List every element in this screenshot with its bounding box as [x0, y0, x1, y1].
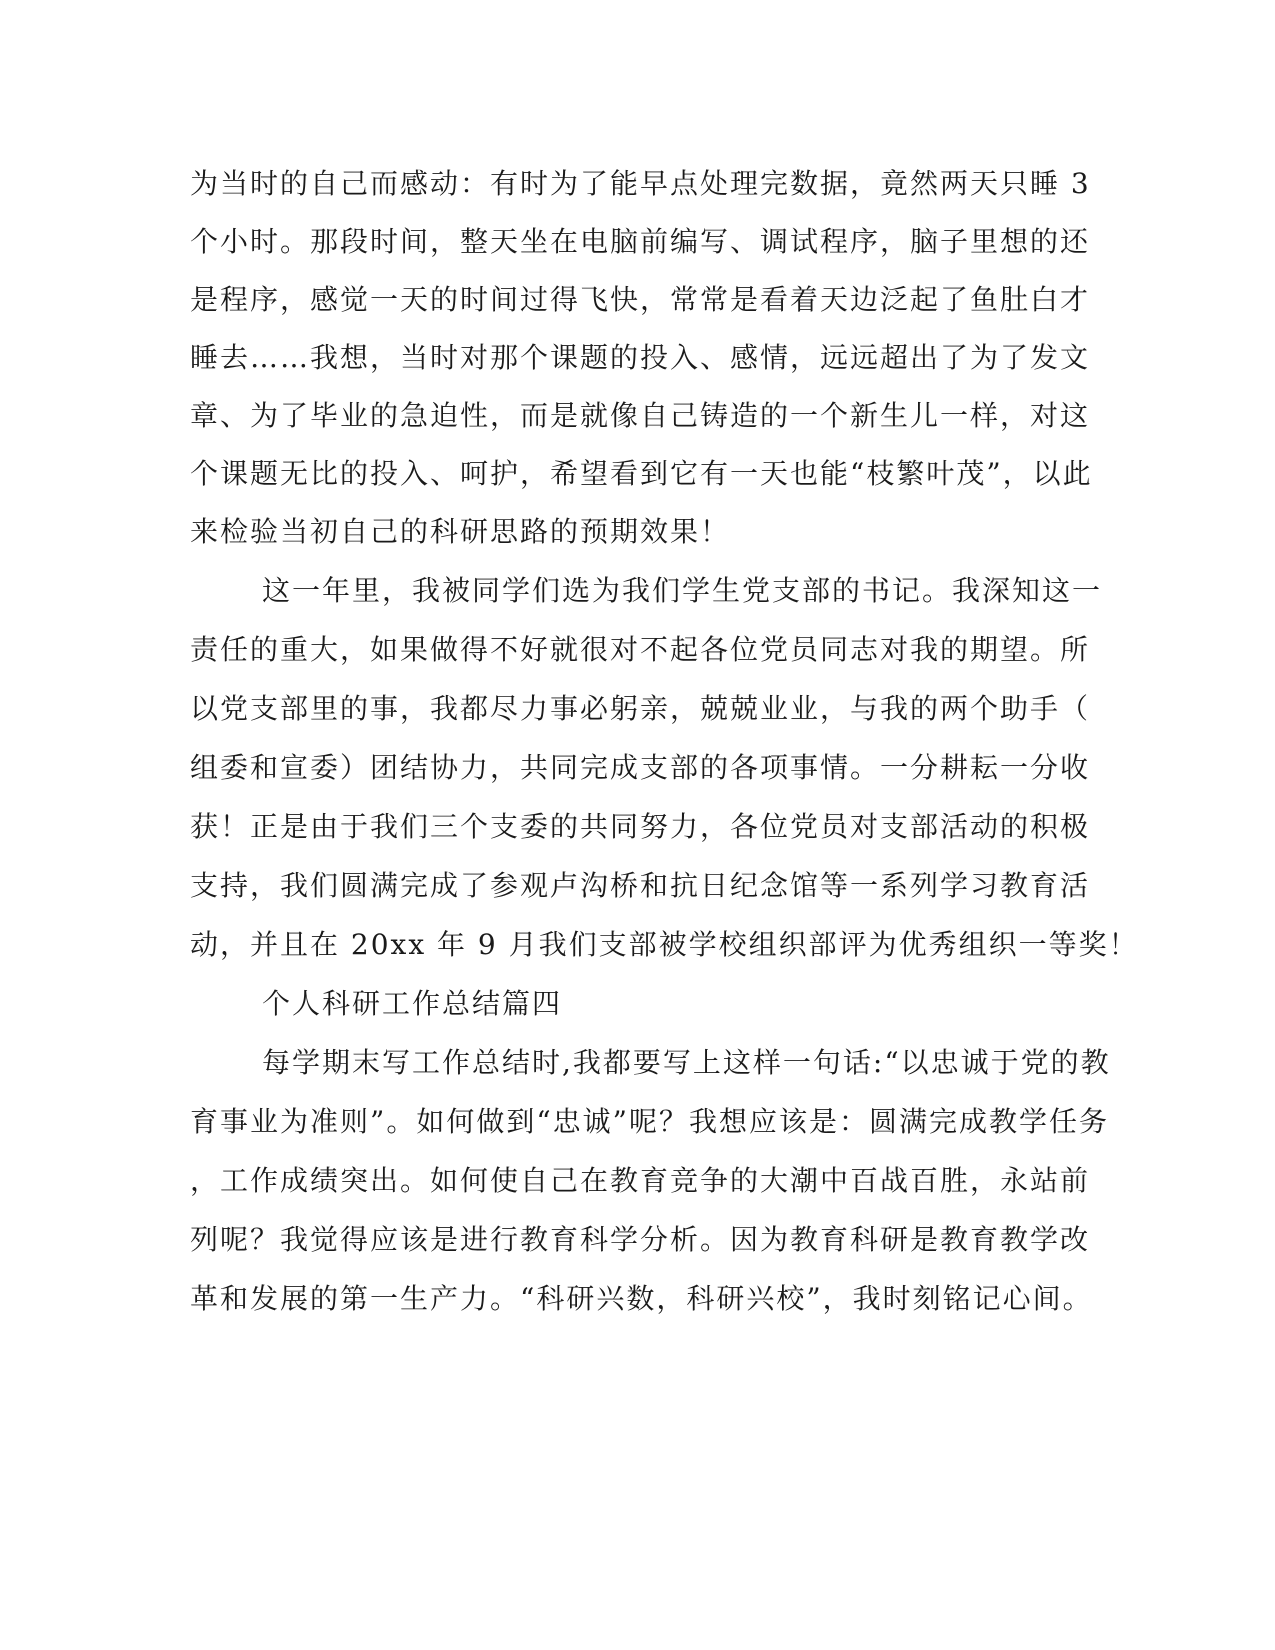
- paragraph-line: 组委和宣委）团结协力，共同完成支部的各项事情。一分耕耘一分收: [190, 751, 1091, 784]
- paragraph-line: 是程序，感觉一天的时间过得飞快，常常是看着天边泛起了鱼肚白才: [190, 283, 1091, 316]
- paragraph-line: 每学期末写工作总结时,我都要写上这样一句话:“以忠诚于党的教: [262, 1046, 1111, 1079]
- paragraph-line: 来检验当初自己的科研思路的预期效果！: [190, 515, 731, 548]
- paragraph-line: ，工作成绩突出。如何使自己在教育竞争的大潮中百战百胜，永站前: [190, 1164, 1091, 1197]
- paragraph-line: 这一年里，我被同学们选为我们学生党支部的书记。我深知这一: [262, 574, 1103, 607]
- paragraph-line: 动，并且在 20xx 年 9 月我们支部被学校组织部评为优秀组织一等奖！: [190, 928, 1139, 961]
- paragraph-line: 个小时。那段时间，整天坐在电脑前编写、调试程序，脑子里想的还: [190, 225, 1091, 258]
- paragraph-line: 责任的重大，如果做得不好就很对不起各位党员同志对我的期望。所: [190, 633, 1091, 666]
- paragraph-line: 以党支部里的事，我都尽力事必躬亲，兢兢业业，与我的两个助手（: [190, 692, 1091, 725]
- paragraph-line: 革和发展的第一生产力。“科研兴数，科研兴校”，我时刻铭记心间。: [190, 1282, 1093, 1315]
- paragraph-line: 为当时的自己而感动：有时为了能早点处理完数据，竟然两天只睡 3: [190, 167, 1091, 200]
- paragraph-line: 章、为了毕业的急迫性，而是就像自己铸造的一个新生儿一样，对这: [190, 399, 1091, 432]
- paragraph-line: 个课题无比的投入、呵护，希望看到它有一天也能“枝繁叶茂”，以此: [190, 457, 1093, 490]
- paragraph-line: 支持，我们圆满完成了参观卢沟桥和抗日纪念馆等一系列学习教育活: [190, 869, 1091, 902]
- paragraph-line: 列呢？我觉得应该是进行教育科学分析。因为教育科研是教育教学改: [190, 1223, 1091, 1256]
- paragraph-line: 获！正是由于我们三个支委的共同努力，各位党员对支部活动的积极: [190, 810, 1091, 843]
- section-heading: 个人科研工作总结篇四: [262, 987, 563, 1020]
- paragraph-line: 睡去……我想，当时对那个课题的投入、感情，远远超出了为了发文: [190, 341, 1091, 374]
- paragraph-line: 育事业为准则”。如何做到“忠诚”呢？我想应该是：圆满完成教学任务: [190, 1105, 1109, 1138]
